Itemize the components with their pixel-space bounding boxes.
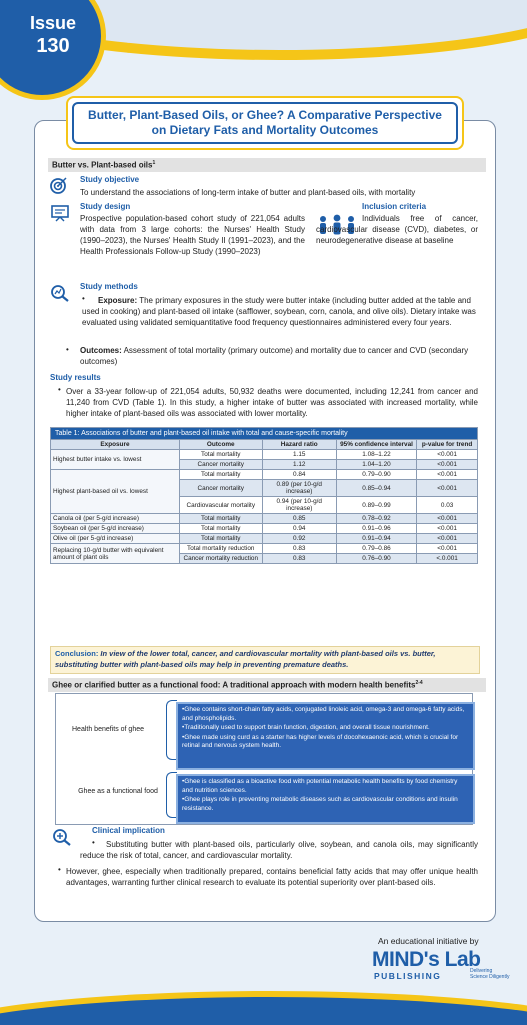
table-cell: 0.94 (per 10-g/d increase) <box>262 497 336 514</box>
table-cell: Total mortality <box>179 514 262 524</box>
ghee-ref: 2-4 <box>415 680 423 686</box>
conclusion-box <box>50 646 480 674</box>
table-cell: 0.91–0.94 <box>336 534 416 544</box>
bullet-dot: • <box>66 345 69 354</box>
results-label: Study results <box>50 373 101 382</box>
table-cell: 0.84 <box>262 470 336 480</box>
table-row <box>51 470 478 480</box>
bullet-dot: • <box>92 838 95 847</box>
table-header: 95% confidence interval <box>336 440 416 450</box>
table-cell: 0.78–0.92 <box>336 514 416 524</box>
conclusion-label: Conclusion: <box>55 649 99 658</box>
mindslab-logo <box>360 948 520 988</box>
table-cell: Total mortality <box>179 470 262 480</box>
functional-item: •Ghee is classified as a bioactive food with potential metabolic health benefits by food chemistry and nutrition sciences. <box>182 778 458 794</box>
table-cell: 0.79–0.90 <box>336 470 416 480</box>
design-label: Study design <box>80 202 131 211</box>
ghee-benefits-box <box>176 702 475 770</box>
clinical-label: Clinical implication <box>92 826 165 835</box>
table-header: Hazard ratio <box>262 440 336 450</box>
footer-wave <box>0 985 527 1025</box>
benefit-item: •Ghee made using curd as a starter has higher levels of docohexaenoic acid, which is crucial for retinal and nervous system health. <box>182 733 459 749</box>
table-cell: <0.001 <box>417 480 478 497</box>
title-box <box>66 96 464 150</box>
conclusion-text: In view of the lower total, cancer, and cardiovascular mortality with plant-based oils vs. butter, substituting butter with plant-based oils may help in preventing premature deaths. <box>55 649 436 669</box>
table-cell: <0.001 <box>417 460 478 470</box>
table-cell: 1.12 <box>262 460 336 470</box>
inclusion-text: Individuals free of cancer, cardiovascular disease (CVD), diabetes, or neurodegenerative disease at baseline <box>316 214 478 245</box>
table-cell: Cancer mortality reduction <box>179 554 262 564</box>
table-cell: Cancer mortality <box>179 460 262 470</box>
design-text: Prospective population-based cohort study of 221,054 adults with data from 3 large cohorts: the Nurses' Health Study (1990–2023), the Nurses' Health Study II (1991–2023), and the Health Professionals Follow-up Study (1990–2023) <box>80 214 305 256</box>
table-cell: 0.83 <box>262 544 336 554</box>
exposure-text: The primary exposures in the study were butter intake (including butter added at the table and used in cooking) and plant-based oil intake (safflower, soybean, corn, canola, and olive oils). Dietary intake was evaluated using validated semiquantitative food frequency questionnaires administered every four years. <box>82 296 476 327</box>
table-cell: Total mortality <box>179 534 262 544</box>
page-title: Butter, Plant-Based Oils, or Ghee? A Comparative Perspective on Dietary Fats and Mortality Outcomes <box>72 102 458 144</box>
results-text: Over a 33-year follow-up of 221,054 adults, 50,932 deaths were documented, including 12,241 from cancer and 11,240 from CVD (Table 1). In this study, a higher intake of butter was associated with increased mortality, while higher intake of plant-based oils was associated with lower mortality. <box>66 387 478 418</box>
outcomes-text: Assessment of total mortality (primary outcome) and mortality due to cancer and CVD (secondary outcomes) <box>80 346 469 366</box>
benefit-item: •Ghee contains short-chain fatty acids, conjugated linoleic acid, omega-3 and omega-6 fatty acids, and phospholipids. <box>182 706 465 722</box>
table-cell: Highest plant-based oil vs. lowest <box>51 470 180 514</box>
table-header: Outcome <box>179 440 262 450</box>
table-cell: 0.83 <box>262 554 336 564</box>
objective-text: To understand the associations of long-term intake of butter and plant-based oils, with mortality <box>80 188 416 197</box>
table-cell: Total mortality <box>179 524 262 534</box>
table-cell: 0.89–0.99 <box>336 497 416 514</box>
ghee-functional-box <box>176 774 475 824</box>
table-row <box>51 514 478 524</box>
table-cell: Replacing 10-g/d butter with equivalent amount of plant oils <box>51 544 180 564</box>
table-cell: 0.85 <box>262 514 336 524</box>
table-cell: <0.001 <box>417 524 478 534</box>
table-row <box>51 534 478 544</box>
target-icon <box>50 176 68 194</box>
table-cell: 0.92 <box>262 534 336 544</box>
table-cell: Highest butter intake vs. lowest <box>51 450 180 470</box>
outcomes-bold: Outcomes: <box>80 346 122 355</box>
section-heading-ghee <box>48 678 486 692</box>
section-heading-butter <box>48 158 486 172</box>
issue-number: 130 <box>36 35 70 57</box>
table-row <box>51 544 478 554</box>
clinical-text-1: Substituting butter with plant-based oils, particularly olive, soybean, and canola oils, may significantly reduce the risk of total, cancer, and cardiovascular mortality. <box>80 840 478 860</box>
table-cell: <0.001 <box>417 544 478 554</box>
table-cell: 1.08–1.22 <box>336 450 416 460</box>
table-cell: <0.001 <box>417 450 478 460</box>
table-cell: 0.89 (per 10-g/d increase) <box>262 480 336 497</box>
table-cell: Olive oil (per 5-g/d increase) <box>51 534 180 544</box>
table-cell: Total mortality <box>179 450 262 460</box>
table-header: p-value for trend <box>417 440 478 450</box>
table-header: Exposure <box>51 440 180 450</box>
section-heading-text: Butter vs. Plant-based oils <box>52 160 153 170</box>
magnifier-chart-icon <box>50 284 70 302</box>
methods-label: Study methods <box>80 282 138 291</box>
table-cell: 0.03 <box>417 497 478 514</box>
table-cell: 0.79–0.86 <box>336 544 416 554</box>
logo-tagline: Delivering Science Diligently <box>470 968 510 980</box>
table-cell: Cardiovascular mortality <box>179 497 262 514</box>
results-table <box>50 427 478 564</box>
exposure-bold: Exposure: <box>98 296 138 305</box>
table-cell: Soybean oil (per 5-g/d increase) <box>51 524 180 534</box>
objective-label: Study objective <box>80 175 140 184</box>
table-caption: Table 1: Associations of butter and plant-based oil intake with total and cause-specific mortality <box>51 428 478 440</box>
inclusion-label: Inclusion criteria <box>362 202 427 211</box>
magnifier-plus-icon <box>52 828 72 846</box>
methods-exposure <box>82 295 478 328</box>
logo-sub-text: PUBLISHING <box>374 971 442 981</box>
table-cell: 0.94 <box>262 524 336 534</box>
benefit-item: •Traditionally used to support brain function, digestion, and overall tissue nourishment. <box>182 724 430 731</box>
functional-item: •Ghee plays role in preventing metabolic diseases such as cardiovascular conditions and insulin resistance. <box>182 796 458 812</box>
table-cell: Canola oil (per 5-g/d increase) <box>51 514 180 524</box>
bullet-dot: • <box>82 294 85 303</box>
bullet-dot: • <box>58 865 61 874</box>
table-cell: Cancer mortality <box>179 480 262 497</box>
bullet-dot: • <box>58 385 61 394</box>
table-cell: 0.85–0.94 <box>336 480 416 497</box>
table-row <box>51 524 478 534</box>
table-cell: 1.04–1.20 <box>336 460 416 470</box>
table-cell: Total mortality reduction <box>179 544 262 554</box>
ghee-heading-text: Ghee or clarified butter as a functional food: A traditional approach with modern health benefits <box>52 680 416 690</box>
methods-outcomes <box>80 345 478 367</box>
logo-main-text: MIND's Lab <box>372 948 481 971</box>
section-ref: 1 <box>152 160 156 166</box>
table-cell: 0.91–0.96 <box>336 524 416 534</box>
table-cell: <0.001 <box>417 534 478 544</box>
table-cell: <0.001 <box>417 514 478 524</box>
table-row <box>51 450 478 460</box>
presentation-board-icon <box>50 204 70 222</box>
clinical-text-2: However, ghee, especially when traditionally prepared, contains beneficial fatty acids that may offer unique health advantages, warranting further clinical research to evaluate its potential superiority over plant-based oils. <box>66 867 478 887</box>
table-cell: <.0.001 <box>417 554 478 564</box>
table-cell: <0.001 <box>417 470 478 480</box>
issue-label: Issue <box>29 13 77 33</box>
ghee-functional-label: Ghee as a functional food <box>78 788 158 795</box>
ghee-benefits-label: Health benefits of ghee <box>72 726 144 733</box>
table-cell: 0.76–0.90 <box>336 554 416 564</box>
initiative-text: An educational initiative by <box>378 936 479 946</box>
table-cell: 1.15 <box>262 450 336 460</box>
